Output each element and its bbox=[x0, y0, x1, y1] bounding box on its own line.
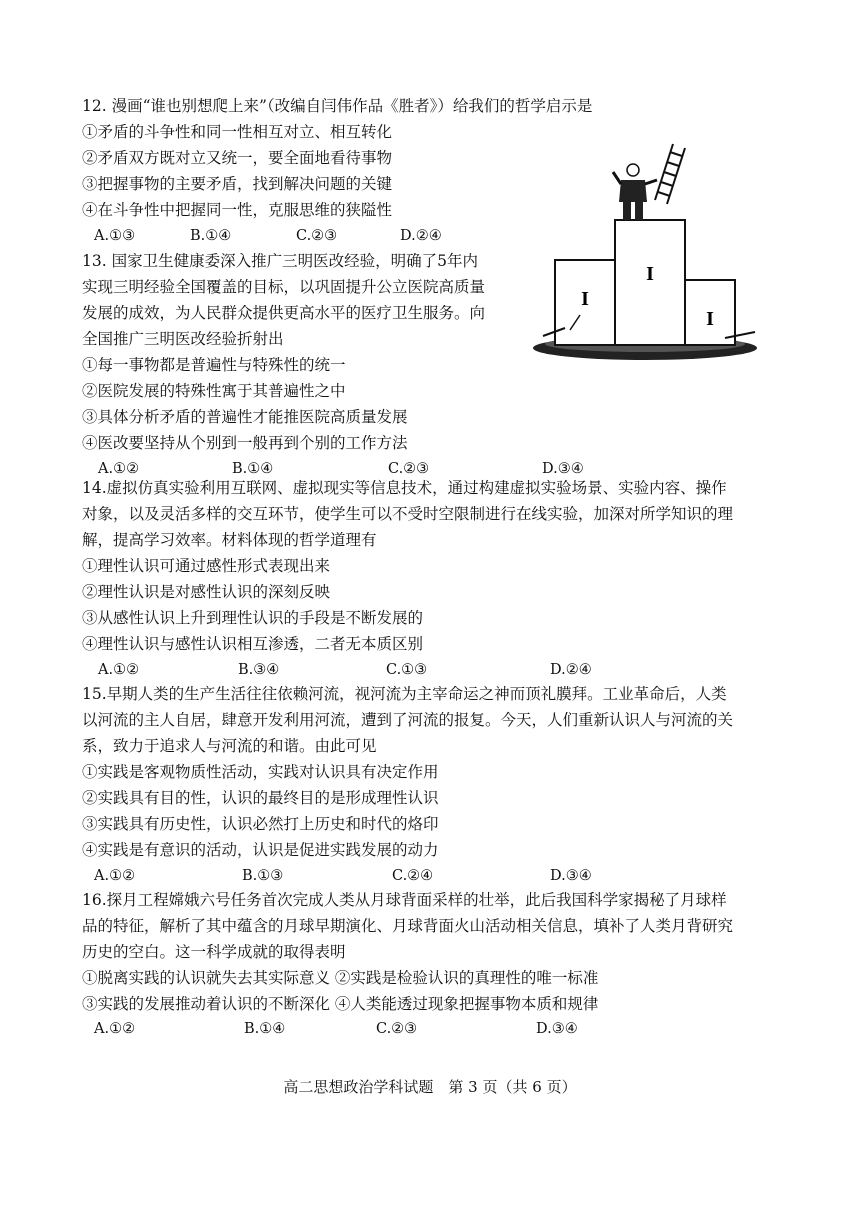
q16-stem-line-2: 品的特征，解析了其中蕴含的月球早期演化、月球背面火山活动相关信息，填补了人类月背研究 bbox=[82, 917, 734, 935]
q15-stem-line-1: 15.早期人类的生产生活往往依赖河流，视河流为主宰命运之神而顶礼膜拜。工业革命后，人类 bbox=[82, 685, 727, 703]
q12-stem: 12. 漫画“谁也别想爬上来”（改编自闫伟作品《胜者》）给我们的哲学启示是 bbox=[82, 97, 593, 115]
q14-option-d: D.②④ bbox=[550, 662, 592, 678]
q15-item-4: ④实践是有意识的活动，认识是促进实践发展的动力 bbox=[82, 841, 439, 859]
q13-option-c: C.②③ bbox=[388, 461, 430, 477]
q16-items-line-1: ①脱离实践的认识就失去其实际意义 ②实践是检验认识的真理性的唯一标准 bbox=[82, 969, 599, 987]
q12-item-2: ②矛盾双方既对立又统一，要全面地看待事物 bbox=[82, 149, 393, 167]
q14-stem-line-2: 对象，以及灵活多样的交互环节，使学生可以不受时空限制进行在线实验，加深对所学知识的理 bbox=[82, 505, 734, 523]
q16-option-a: A.①② bbox=[94, 1021, 136, 1037]
q15-stem-line-2: 以河流的主人自居，肆意开发利用河流，遭到了河流的报复。今天，人们重新认识人与河流的关 bbox=[82, 711, 734, 729]
q16-stem-line-1: 16.探月工程嫦娥六号任务首次完成人类从月球背面采样的壮举，此后我国科学家揭秘了月球样 bbox=[82, 891, 727, 909]
q13-item-4: ④医改要坚持从个别到一般再到个别的工作方法 bbox=[82, 434, 408, 452]
q13-option-b: B.①④ bbox=[232, 461, 274, 477]
q14-option-b: B.③④ bbox=[238, 662, 280, 678]
q13-item-3: ③具体分析矛盾的普遍性才能推医院高质量发展 bbox=[82, 408, 408, 426]
q15-item-3: ③实践具有历史性，认识必然打上历史和时代的烙印 bbox=[82, 815, 439, 833]
q14-option-c: C.①③ bbox=[386, 662, 428, 678]
q13-item-2: ②医院发展的特殊性寓于其普遍性之中 bbox=[82, 382, 346, 400]
q12-item-3: ③把握事物的主要矛盾，找到解决问题的关键 bbox=[82, 175, 393, 193]
podium-label-first: I bbox=[646, 263, 654, 285]
q12-option-d: D.②④ bbox=[400, 228, 442, 244]
q14-option-a: A.①② bbox=[98, 662, 140, 678]
q15-option-d: D.③④ bbox=[550, 868, 592, 884]
q15-option-a: A.①② bbox=[94, 868, 136, 884]
q14-item-1: ①理性认识可通过感性形式表现出来 bbox=[82, 557, 331, 575]
q16-stem-line-3: 历史的空白。这一科学成就的取得表明 bbox=[82, 943, 346, 961]
q13-option-a: A.①② bbox=[98, 461, 140, 477]
q15-option-b: B.①③ bbox=[242, 868, 284, 884]
q16-items-line-2: ③实践的发展推动着认识的不断深化 ④人类能透过现象把握事物本质和规律 bbox=[82, 995, 599, 1013]
page-footer: 高二思想政治学科试题 第 3 页（共 6 页） bbox=[283, 1078, 577, 1096]
q12-option-c: C.②③ bbox=[296, 228, 338, 244]
q14-stem-line-3: 解，提高学习效率。材料体现的哲学道理有 bbox=[82, 531, 377, 549]
q15-option-c: C.②④ bbox=[392, 868, 434, 884]
q12-option-a: A.①③ bbox=[94, 228, 136, 244]
q16-option-d: D.③④ bbox=[536, 1021, 578, 1037]
ladder bbox=[655, 144, 685, 204]
q12-option-b: B.①④ bbox=[190, 228, 232, 244]
q13-stem-line-4: 全国推广三明医改经验折射出 bbox=[82, 330, 284, 348]
q12-item-1: ①矛盾的斗争性和同一性相互对立、相互转化 bbox=[82, 123, 393, 141]
cartoon-podium-image bbox=[525, 140, 765, 370]
q13-stem-line-3: 发展的成效，为人民群众提供更高水平的医疗卫生服务。向 bbox=[82, 304, 486, 322]
q14-item-4: ④理性认识与感性认识相互渗透，二者无本质区别 bbox=[82, 635, 424, 653]
q14-item-3: ③从感性认识上升到理性认识的手段是不断发展的 bbox=[82, 609, 424, 627]
q14-item-2: ②理性认识是对感性认识的深刻反映 bbox=[82, 583, 331, 601]
q16-option-c: C.②③ bbox=[376, 1021, 418, 1037]
q15-stem-line-3: 系，致力于追求人与河流的和谐。由此可见 bbox=[82, 737, 377, 755]
q14-stem-line-1: 14.虚拟仿真实验利用互联网、虚拟现实等信息技术，通过构建虚拟实验场景、实验内容、操作 bbox=[82, 479, 727, 497]
q12-item-4: ④在斗争性中把握同一性，克服思维的狭隘性 bbox=[82, 201, 393, 219]
q13-option-d: D.③④ bbox=[542, 461, 584, 477]
figure-on-podium bbox=[613, 164, 657, 220]
q15-item-1: ①实践是客观物质性活动，实践对认识具有决定作用 bbox=[82, 763, 439, 781]
q15-item-2: ②实践具有目的性，认识的最终目的是形成理性认识 bbox=[82, 789, 439, 807]
q13-item-1: ①每一事物都是普遍性与特殊性的统一 bbox=[82, 356, 346, 374]
podium-label-third: I bbox=[706, 308, 714, 330]
q13-stem-line-2: 实现三明经验全国覆盖的目标，以巩固提升公立医院高质量 bbox=[82, 278, 486, 296]
q16-option-b: B.①④ bbox=[244, 1021, 286, 1037]
podium-label-second: I bbox=[581, 288, 589, 310]
q13-stem-line-1: 13. 国家卫生健康委深入推广三明医改经验，明确了5年内 bbox=[82, 252, 478, 270]
